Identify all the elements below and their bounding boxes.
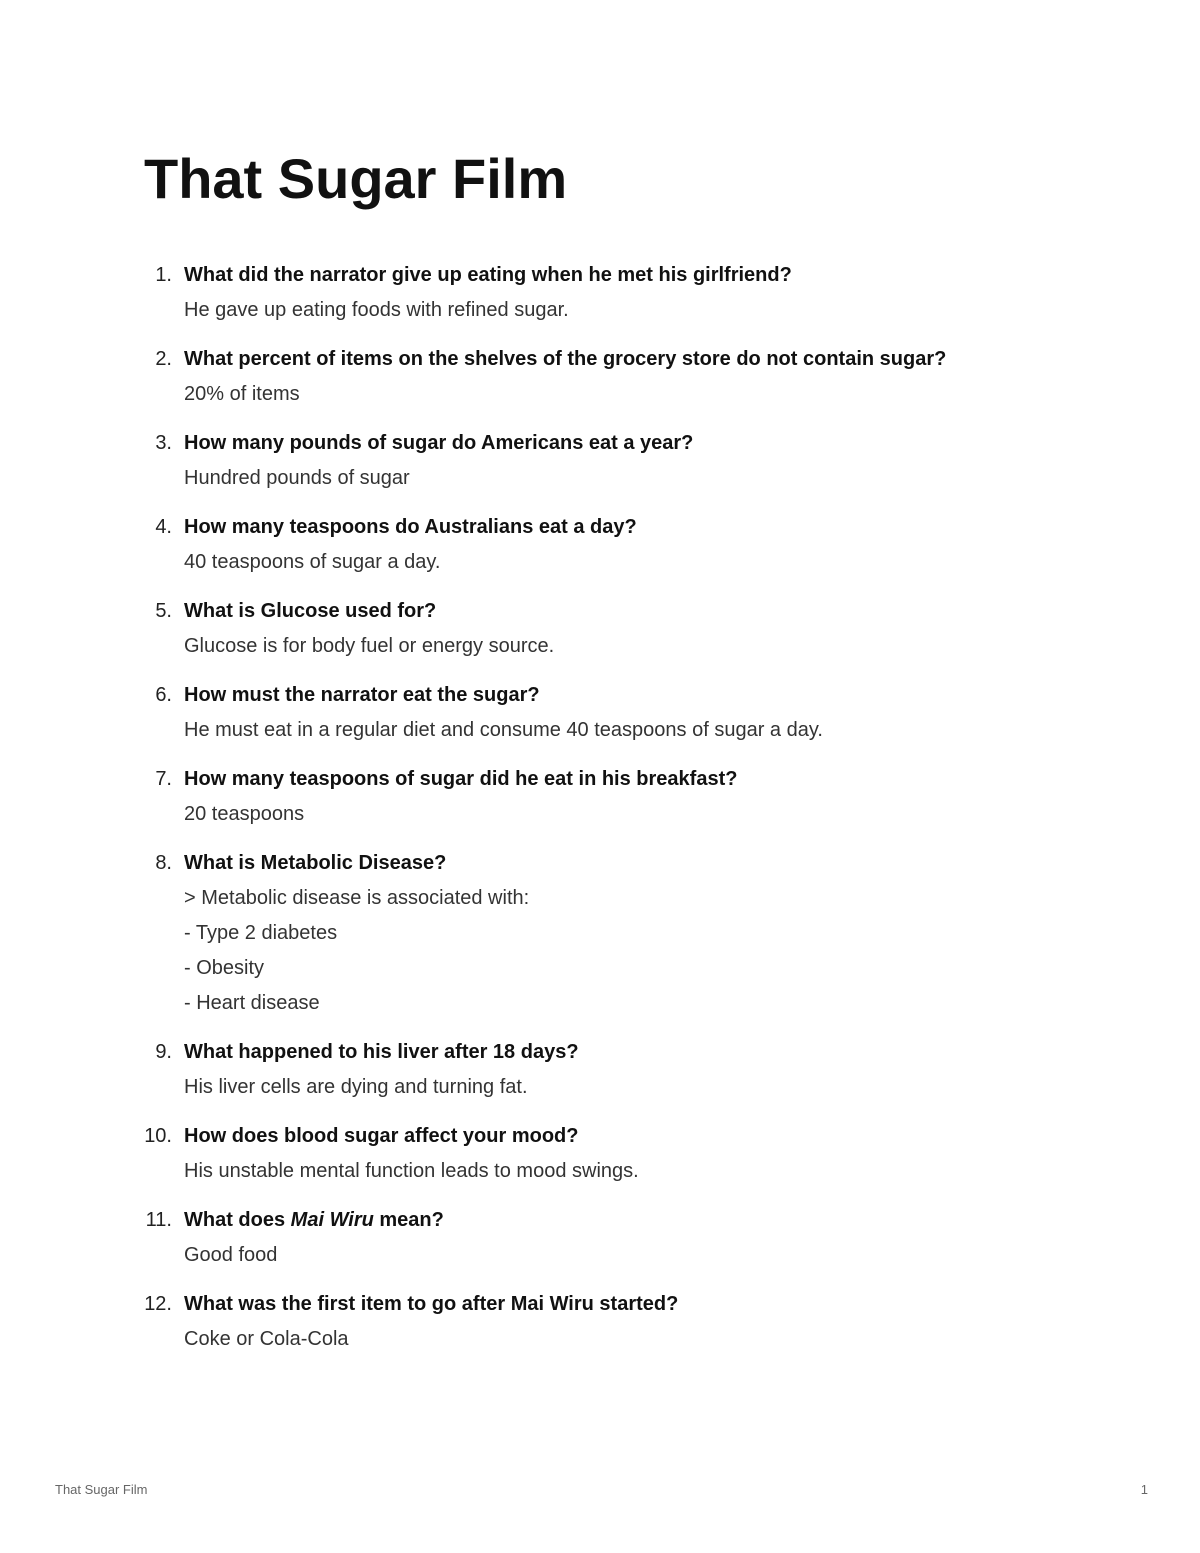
question-number: 8. xyxy=(155,852,172,874)
question-text-part: What does xyxy=(184,1209,291,1231)
question-body xyxy=(184,762,1014,832)
question-number: 10. xyxy=(144,1125,172,1147)
question-text: What is Metabolic Disease? xyxy=(184,852,447,874)
question-item xyxy=(0,1035,1200,1105)
question-number: 3. xyxy=(155,432,172,454)
question-body xyxy=(184,1119,1014,1189)
question-text: How many teaspoons of sugar did he eat in his breakfast? xyxy=(184,768,738,790)
question-text xyxy=(184,1203,1014,1238)
answer-text: - Type 2 diabetes xyxy=(184,922,338,944)
answer-text: - Heart disease xyxy=(184,992,320,1014)
question-item xyxy=(0,510,1200,580)
question-item xyxy=(0,762,1200,832)
question-body xyxy=(184,258,1014,328)
question-body xyxy=(184,426,1014,496)
answer-text: Good food xyxy=(184,1244,278,1266)
question-number: 2. xyxy=(155,348,172,370)
question-body xyxy=(184,1035,1014,1105)
question-text: How must the narrator eat the sugar? xyxy=(184,684,540,706)
question-number: 5. xyxy=(155,600,172,622)
question-text: What percent of items on the shelves of the grocery store do not contain sugar? xyxy=(184,348,947,370)
question-number: 4. xyxy=(155,516,172,538)
question-text: How many teaspoons do Australians eat a day? xyxy=(184,516,637,538)
page-title: That Sugar Film xyxy=(144,147,568,210)
question-item xyxy=(0,678,1200,748)
question-text: What did the narrator give up eating when he met his girlfriend? xyxy=(184,264,792,286)
question-text-italic: Mai Wiru xyxy=(290,1209,374,1231)
answer-text: He must eat in a regular diet and consume 40 teaspoons of sugar a day. xyxy=(184,719,823,741)
question-body xyxy=(184,510,1014,580)
question-number: 6. xyxy=(155,684,172,706)
footer-title: That Sugar Film xyxy=(55,1482,148,1497)
question-number: 1. xyxy=(155,264,172,286)
answer-text: Glucose is for body fuel or energy source. xyxy=(184,635,555,657)
question-number: 11. xyxy=(145,1209,172,1231)
answer-text: 20 teaspoons xyxy=(184,803,305,825)
question-body xyxy=(184,342,1014,412)
question-item xyxy=(0,342,1200,412)
answer-text: He gave up eating foods with refined sugar. xyxy=(184,299,569,321)
question-item xyxy=(0,1287,1200,1357)
question-text-part: mean? xyxy=(373,1209,444,1231)
question-item xyxy=(0,846,1200,1021)
question-body xyxy=(184,1287,1014,1357)
question-item xyxy=(0,594,1200,664)
answer-text: His liver cells are dying and turning fat. xyxy=(184,1076,528,1098)
answer-text: - Obesity xyxy=(184,957,265,979)
answer-text: Hundred pounds of sugar xyxy=(184,467,410,489)
question-number: 7. xyxy=(155,768,172,790)
question-number: 9. xyxy=(155,1041,172,1063)
answer-text: > Metabolic disease is associated with: xyxy=(184,887,530,909)
question-item xyxy=(0,1203,1200,1273)
question-text: What is Glucose used for? xyxy=(184,600,437,622)
question-text: What was the first item to go after Mai Wiru started? xyxy=(184,1293,679,1315)
question-text: How does blood sugar affect your mood? xyxy=(184,1125,579,1147)
question-item xyxy=(0,1119,1200,1189)
answer-text: 20% of items xyxy=(184,383,300,405)
question-item xyxy=(0,258,1200,328)
answer-text: 40 teaspoons of sugar a day. xyxy=(184,551,441,573)
question-text: What happened to his liver after 18 days? xyxy=(184,1041,579,1063)
question-text: How many pounds of sugar do Americans eat a year? xyxy=(184,432,694,454)
question-body xyxy=(184,594,1014,664)
question-body xyxy=(184,1203,1014,1273)
page-number: 1 xyxy=(1140,1482,1148,1497)
answer-text: His unstable mental function leads to mood swings. xyxy=(184,1160,639,1182)
question-body xyxy=(184,846,1014,1021)
question-number: 12. xyxy=(144,1293,172,1315)
question-list xyxy=(0,258,1200,1371)
question-item xyxy=(0,426,1200,496)
answer-text: Coke or Cola-Cola xyxy=(184,1328,349,1350)
question-body xyxy=(184,678,1014,748)
